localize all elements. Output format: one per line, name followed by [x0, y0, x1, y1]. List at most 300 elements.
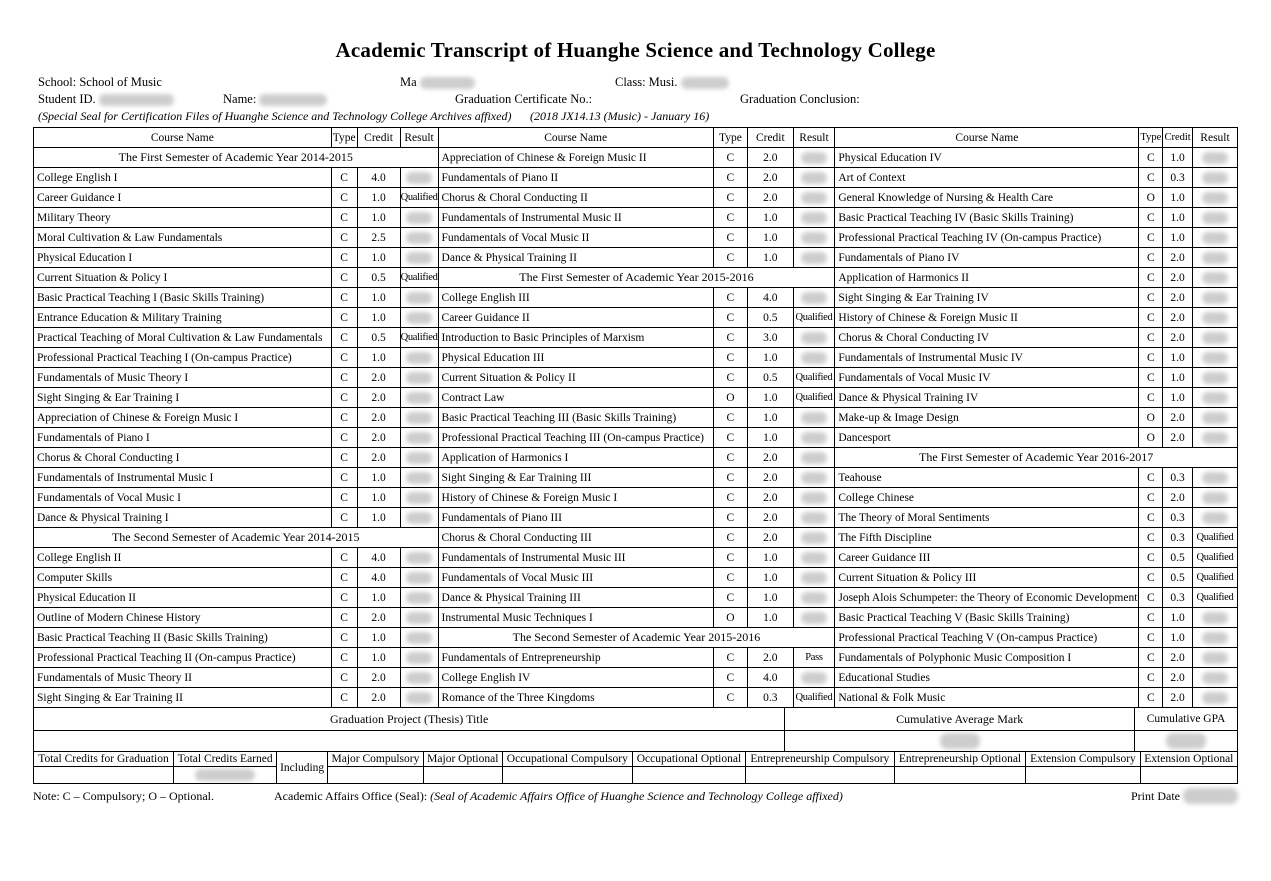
course-row: [835, 488, 1238, 508]
course-name-cell: Fundamentals of Piano III: [438, 508, 713, 528]
course-name-cell: Practical Teaching of Moral Cultivation & Law Fundamentals: [34, 328, 332, 348]
course-name-cell: History of Chinese & Foreign Music I: [438, 488, 713, 508]
course-type-cell: C: [1139, 688, 1163, 708]
course-credit-cell: 2.0: [747, 188, 793, 208]
course-result-cell: [793, 228, 835, 248]
course-type-cell: C: [331, 368, 357, 388]
cumulative-average-mark-label: Cumulative Average Mark: [785, 708, 1135, 731]
semester-section-label: The First Semester of Academic Year 2015-2016: [438, 268, 835, 288]
course-type-cell: C: [331, 208, 357, 228]
course-result-cell: [400, 668, 438, 688]
redaction-blur: [801, 492, 827, 504]
redaction-blur: [801, 152, 827, 164]
course-credit-cell: 2.0: [357, 368, 400, 388]
course-row: [438, 608, 835, 628]
semester-section-label: The Second Semester of Academic Year 2014-2015: [34, 528, 439, 548]
course-name-cell: Basic Practical Teaching I (Basic Skills Training): [34, 288, 332, 308]
course-credit-cell: 2.0: [357, 688, 400, 708]
course-name-cell: Outline of Modern Chinese History: [34, 608, 332, 628]
redaction-blur: [1202, 492, 1228, 504]
course-name-cell: Dance & Physical Training III: [438, 588, 713, 608]
redaction-blur: [1202, 152, 1228, 164]
course-credit-cell: 2.0: [1163, 668, 1193, 688]
course-row: [438, 548, 835, 568]
course-name-cell: History of Chinese & Foreign Music II: [835, 308, 1139, 328]
course-result-cell: [793, 528, 835, 548]
course-result-cell: [793, 608, 835, 628]
course-row: [835, 188, 1238, 208]
thesis-title-label: Graduation Project (Thesis) Title: [34, 708, 785, 731]
column-header-row: [438, 128, 835, 148]
course-row: [34, 348, 439, 368]
course-credit-cell: 2.0: [1163, 268, 1193, 288]
course-result-cell: Qualified: [793, 308, 835, 328]
course-result-cell: [793, 448, 835, 468]
course-credit-cell: 4.0: [747, 668, 793, 688]
course-result-cell: [793, 508, 835, 528]
course-row: [835, 468, 1238, 488]
course-result-cell: [400, 468, 438, 488]
student-info-header: [33, 75, 1238, 127]
course-type-cell: C: [713, 468, 747, 488]
course-row: [34, 168, 439, 188]
course-credit-cell: 2.0: [1163, 328, 1193, 348]
redaction-blur: [406, 292, 432, 304]
course-type-cell: O: [1139, 428, 1163, 448]
course-type-cell: C: [1139, 168, 1163, 188]
course-result-cell: Qualified: [1193, 548, 1238, 568]
course-name-cell: Professional Practical Teaching IV (On-campus Practice): [835, 228, 1139, 248]
course-result-cell: [1193, 168, 1238, 188]
course-name-cell: Basic Practical Teaching IV (Basic Skills Training): [835, 208, 1139, 228]
course-result-cell: Qualified: [400, 328, 438, 348]
course-result-cell: [400, 568, 438, 588]
course-row: [34, 668, 439, 688]
course-type-cell: C: [713, 568, 747, 588]
course-result-cell: Qualified: [400, 268, 438, 288]
courses-panel-right: [834, 127, 1238, 708]
course-row: [438, 568, 835, 588]
course-credit-cell: 1.0: [1163, 228, 1193, 248]
course-result-cell: [400, 248, 438, 268]
semester-section-label: The First Semester of Academic Year 2016-2017: [835, 448, 1238, 468]
course-type-cell: C: [331, 408, 357, 428]
course-name-cell: College English I: [34, 168, 332, 188]
course-credit-cell: 1.0: [357, 288, 400, 308]
course-credit-cell: 2.0: [357, 408, 400, 428]
grad-certificate-field: Graduation Certificate No.:: [455, 92, 593, 106]
course-type-cell: C: [331, 628, 357, 648]
course-name-cell: Professional Practical Teaching I (On-campus Practice): [34, 348, 332, 368]
cumulative-gpa-value: [1135, 731, 1238, 752]
course-name-cell: Professional Practical Teaching II (On-campus Practice): [34, 648, 332, 668]
course-name-cell: Fundamentals of Vocal Music I: [34, 488, 332, 508]
course-credit-cell: 1.0: [357, 468, 400, 488]
entrepreneurship-compulsory-value: [745, 767, 894, 784]
course-name-cell: Fundamentals of Music Theory I: [34, 368, 332, 388]
redaction-blur: [1202, 192, 1228, 204]
course-credit-cell: 1.0: [357, 648, 400, 668]
course-credit-cell: 0.5: [357, 328, 400, 348]
course-result-cell: [793, 488, 835, 508]
course-type-cell: C: [331, 488, 357, 508]
course-type-cell: C: [713, 328, 747, 348]
redaction-blur: [406, 652, 432, 664]
credits-value-row: [34, 767, 1238, 784]
name-field: Name:: [223, 92, 327, 107]
course-row: [835, 528, 1238, 548]
course-credit-cell: 2.5: [357, 228, 400, 248]
course-result-cell: [793, 428, 835, 448]
course-result-cell: [793, 288, 835, 308]
course-row: [34, 228, 439, 248]
course-name-cell: Sight Singing & Ear Training I: [34, 388, 332, 408]
course-result-cell: [1193, 228, 1238, 248]
course-row: [835, 548, 1238, 568]
course-row: [34, 408, 439, 428]
redaction-blur: [801, 232, 827, 244]
course-name-cell: Entrance Education & Military Training: [34, 308, 332, 328]
course-type-cell: C: [331, 508, 357, 528]
course-row: [438, 468, 835, 488]
course-credit-cell: 2.0: [1163, 648, 1193, 668]
course-credit-cell: 2.0: [747, 168, 793, 188]
course-credit-cell: 0.3: [1163, 588, 1193, 608]
course-type-cell: C: [713, 288, 747, 308]
course-type-cell: C: [331, 448, 357, 468]
course-result-cell: [793, 568, 835, 588]
archive-seal-note: (Special Seal for Certification Files of Huanghe Science and Technology College Archives affixed): [38, 109, 512, 123]
course-result-cell: [793, 148, 835, 168]
course-credit-cell: 1.0: [747, 428, 793, 448]
course-type-cell: C: [1139, 508, 1163, 528]
course-result-cell: [1193, 388, 1238, 408]
course-row: [438, 328, 835, 348]
course-type-cell: C: [713, 208, 747, 228]
redaction-blur: [801, 252, 827, 264]
redaction-blur: [1202, 352, 1228, 364]
course-row: [34, 608, 439, 628]
redaction-blur: [259, 94, 327, 106]
course-type-cell: C: [331, 648, 357, 668]
course-result-cell: Qualified: [793, 388, 835, 408]
courses-panel-middle: [438, 127, 836, 708]
redaction-blur: [1202, 692, 1228, 704]
total-credits-graduation-value: [34, 767, 174, 784]
course-name-cell: Basic Practical Teaching V (Basic Skills Training): [835, 608, 1139, 628]
course-credit-cell: 0.3: [1163, 528, 1193, 548]
course-type-cell: C: [331, 588, 357, 608]
course-type-cell: C: [331, 688, 357, 708]
result-header: Result: [400, 128, 438, 148]
course-name-cell: Fundamentals of Vocal Music IV: [835, 368, 1139, 388]
redaction-blur: [406, 552, 432, 564]
course-type-cell: C: [713, 688, 747, 708]
course-row: [34, 368, 439, 388]
course-type-cell: C: [1139, 668, 1163, 688]
course-credit-cell: 3.0: [747, 328, 793, 348]
thesis-gpa-row: [33, 707, 1238, 752]
footer-note-line: [33, 788, 1238, 804]
course-credit-cell: 2.0: [1163, 248, 1193, 268]
course-row: [835, 588, 1238, 608]
major-field: Ma: [400, 75, 475, 90]
course-type-cell: C: [713, 508, 747, 528]
redaction-blur: [1183, 788, 1238, 804]
redaction-blur: [1202, 632, 1228, 644]
course-name-header: Course Name: [438, 128, 713, 148]
course-credit-cell: 1.0: [357, 628, 400, 648]
note-text: Note: C – Compulsory; O – Optional.: [33, 788, 214, 803]
redaction-blur: [1166, 733, 1206, 749]
office-seal-label: Academic Affairs Office (Seal): (Seal of Academic Affairs Office of Huanghe Science and Technology College affixed): [274, 788, 843, 803]
course-name-cell: Sight Singing & Ear Training III: [438, 468, 713, 488]
occupational-compulsory-label: Occupational Compulsory: [502, 752, 632, 767]
course-credit-cell: 2.0: [747, 648, 793, 668]
course-name-cell: Fundamentals of Polyphonic Music Composition I: [835, 648, 1139, 668]
course-credit-cell: 1.0: [1163, 188, 1193, 208]
course-result-cell: [793, 408, 835, 428]
course-row: [438, 668, 835, 688]
redaction-blur: [406, 312, 432, 324]
course-row: [438, 368, 835, 388]
course-result-cell: Qualified: [400, 188, 438, 208]
course-type-cell: C: [1139, 308, 1163, 328]
credits-summary-table: [33, 751, 1238, 784]
course-credit-cell: 0.3: [1163, 168, 1193, 188]
course-result-cell: [793, 168, 835, 188]
course-row: [34, 448, 439, 468]
redaction-blur: [406, 172, 432, 184]
course-row: [34, 688, 439, 708]
course-credit-cell: 1.0: [357, 308, 400, 328]
course-row: [34, 468, 439, 488]
course-result-cell: [793, 588, 835, 608]
redaction-blur: [406, 512, 432, 524]
semester-section-label: The First Semester of Academic Year 2014-2015: [34, 148, 439, 168]
course-credit-cell: 1.0: [1163, 148, 1193, 168]
course-result-cell: [1193, 208, 1238, 228]
course-type-cell: C: [713, 588, 747, 608]
course-result-cell: [1193, 348, 1238, 368]
redaction-blur: [801, 212, 827, 224]
course-row: [835, 608, 1238, 628]
redaction-blur: [406, 572, 432, 584]
course-row: [835, 628, 1238, 648]
course-result-cell: Pass: [793, 648, 835, 668]
result-header: Result: [1193, 128, 1238, 148]
course-credit-cell: 4.0: [747, 288, 793, 308]
result-header: Result: [793, 128, 835, 148]
course-result-cell: [1193, 688, 1238, 708]
course-name-cell: Appreciation of Chinese & Foreign Music I: [34, 408, 332, 428]
course-result-cell: [400, 388, 438, 408]
course-type-cell: O: [1139, 188, 1163, 208]
course-row: [438, 228, 835, 248]
occupational-compulsory-value: [502, 767, 632, 784]
course-type-cell: C: [1139, 488, 1163, 508]
course-name-cell: Fundamentals of Instrumental Music II: [438, 208, 713, 228]
course-result-cell: [400, 348, 438, 368]
course-row: [835, 348, 1238, 368]
print-date-label: Print Date: [1131, 788, 1180, 803]
course-row: [835, 208, 1238, 228]
course-credit-cell: 2.0: [357, 608, 400, 628]
course-type-cell: C: [1139, 288, 1163, 308]
course-row: [835, 388, 1238, 408]
course-result-cell: [400, 168, 438, 188]
redaction-blur: [406, 432, 432, 444]
redaction-blur: [406, 412, 432, 424]
course-name-cell: Teahouse: [835, 468, 1139, 488]
course-credit-cell: 2.0: [1163, 408, 1193, 428]
course-credit-cell: 2.0: [357, 428, 400, 448]
redaction-blur: [801, 172, 827, 184]
redaction-blur: [99, 94, 174, 106]
course-type-cell: C: [713, 188, 747, 208]
course-credit-cell: 0.3: [1163, 468, 1193, 488]
course-type-cell: C: [331, 188, 357, 208]
course-name-header: Course Name: [34, 128, 332, 148]
course-name-cell: Make-up & Image Design: [835, 408, 1139, 428]
course-credit-cell: 1.0: [747, 348, 793, 368]
course-row: [835, 328, 1238, 348]
course-type-cell: C: [713, 348, 747, 368]
course-name-cell: Dance & Physical Training I: [34, 508, 332, 528]
course-name-cell: Chorus & Choral Conducting III: [438, 528, 713, 548]
course-name-cell: Fundamentals of Piano I: [34, 428, 332, 448]
course-name-cell: Application of Harmonics II: [835, 268, 1139, 288]
course-name-cell: Current Situation & Policy I: [34, 268, 332, 288]
redaction-blur: [406, 592, 432, 604]
courses-panel-left: [33, 127, 439, 708]
course-type-cell: C: [1139, 468, 1163, 488]
redaction-blur: [406, 692, 432, 704]
course-credit-cell: 2.0: [1163, 288, 1193, 308]
course-name-cell: Appreciation of Chinese & Foreign Music II: [438, 148, 713, 168]
type-header: Type: [713, 128, 747, 148]
course-name-cell: Physical Education I: [34, 248, 332, 268]
course-credit-cell: 1.0: [1163, 608, 1193, 628]
course-credit-cell: 0.3: [1163, 508, 1193, 528]
course-row: [835, 668, 1238, 688]
course-row: [34, 588, 439, 608]
course-type-cell: C: [1139, 528, 1163, 548]
course-row: [34, 428, 439, 448]
redaction-blur: [1202, 212, 1228, 224]
course-result-cell: [793, 348, 835, 368]
course-credit-cell: 1.0: [1163, 628, 1193, 648]
redaction-blur: [801, 452, 827, 464]
course-name-cell: National & Folk Music: [835, 688, 1139, 708]
major-compulsory-value: [327, 767, 423, 784]
course-name-cell: Computer Skills: [34, 568, 332, 588]
redaction-blur: [406, 392, 432, 404]
course-row: [34, 508, 439, 528]
course-row: [34, 248, 439, 268]
course-type-cell: C: [331, 468, 357, 488]
course-name-cell: Dance & Physical Training IV: [835, 388, 1139, 408]
course-row: [835, 568, 1238, 588]
course-credit-cell: 1.0: [357, 488, 400, 508]
course-type-cell: C: [1139, 588, 1163, 608]
column-header-row: [34, 128, 439, 148]
course-credit-cell: 4.0: [357, 548, 400, 568]
course-result-cell: [400, 588, 438, 608]
course-name-cell: Fundamentals of Piano IV: [835, 248, 1139, 268]
page-title: Academic Transcript of Huanghe Science and Technology College: [335, 38, 936, 62]
course-credit-cell: 0.5: [747, 368, 793, 388]
course-name-cell: Physical Education III: [438, 348, 713, 368]
course-credit-cell: 1.0: [747, 548, 793, 568]
redaction-blur: [801, 672, 827, 684]
course-name-cell: Career Guidance II: [438, 308, 713, 328]
course-row: [34, 648, 439, 668]
course-name-cell: College English IV: [438, 668, 713, 688]
course-name-cell: Basic Practical Teaching II (Basic Skills Training): [34, 628, 332, 648]
course-credit-cell: 1.0: [357, 348, 400, 368]
course-type-cell: C: [1139, 548, 1163, 568]
course-type-cell: C: [1139, 348, 1163, 368]
course-credit-cell: 1.0: [357, 188, 400, 208]
redaction-blur: [1202, 172, 1228, 184]
total-credits-earned-value: [173, 767, 276, 784]
course-name-cell: Basic Practical Teaching III (Basic Skills Training): [438, 408, 713, 428]
course-row: [835, 168, 1238, 188]
course-credit-cell: 1.0: [747, 408, 793, 428]
course-row: [34, 188, 439, 208]
course-name-cell: Chorus & Choral Conducting IV: [835, 328, 1139, 348]
semester-section-row: [438, 268, 835, 288]
course-result-cell: [1193, 608, 1238, 628]
course-name-cell: Moral Cultivation & Law Fundamentals: [34, 228, 332, 248]
course-credit-cell: 1.0: [747, 608, 793, 628]
course-name-cell: College English II: [34, 548, 332, 568]
course-credit-cell: 1.0: [747, 588, 793, 608]
course-credit-cell: 0.5: [747, 308, 793, 328]
course-row: [835, 508, 1238, 528]
redaction-blur: [406, 212, 432, 224]
school-field: School: School of Music: [38, 75, 162, 89]
redaction-blur: [801, 192, 827, 204]
course-name-cell: The Fifth Discipline: [835, 528, 1139, 548]
redaction-blur: [1202, 672, 1228, 684]
course-result-cell: [400, 548, 438, 568]
course-result-cell: [1193, 308, 1238, 328]
course-name-cell: Application of Harmonics I: [438, 448, 713, 468]
semester-section-row: [438, 628, 835, 648]
course-result-cell: [400, 688, 438, 708]
course-name-cell: General Knowledge of Nursing & Health Care: [835, 188, 1139, 208]
course-credit-cell: 1.0: [357, 248, 400, 268]
redaction-blur: [1202, 332, 1228, 344]
redaction-blur: [1202, 292, 1228, 304]
course-result-cell: [1193, 188, 1238, 208]
credit-header: Credit: [357, 128, 400, 148]
course-type-cell: C: [331, 228, 357, 248]
course-result-cell: [400, 448, 438, 468]
course-name-cell: Professional Practical Teaching III (On-campus Practice): [438, 428, 713, 448]
course-type-cell: C: [331, 608, 357, 628]
redaction-blur: [406, 352, 432, 364]
file-reference: (2018 JX14.13 (Music) - January 16): [530, 109, 710, 123]
course-row: [835, 368, 1238, 388]
course-result-cell: [1193, 248, 1238, 268]
redaction-blur: [195, 769, 255, 781]
redaction-blur: [406, 472, 432, 484]
course-result-cell: [1193, 328, 1238, 348]
course-result-cell: [1193, 508, 1238, 528]
